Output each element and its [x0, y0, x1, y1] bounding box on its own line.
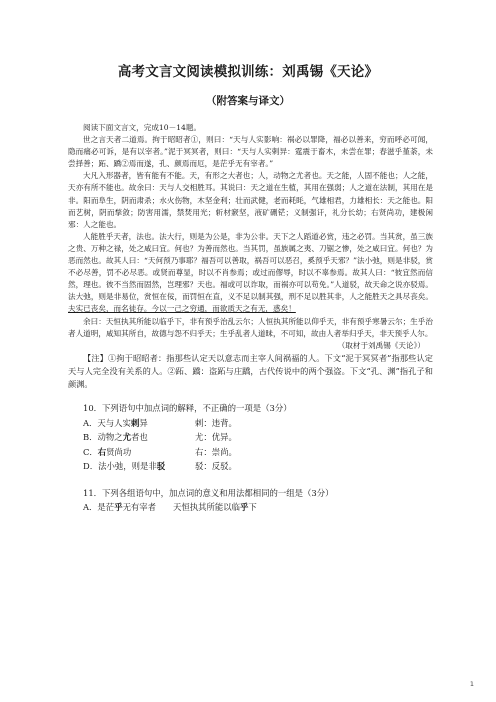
dotted-word: 驳 [156, 461, 166, 472]
option-c-text: C．右贤尚功 [83, 446, 132, 457]
dotted-word: 右 [97, 446, 107, 457]
option-a-left: A．是茫乎无有宰者 [83, 502, 157, 513]
page-title: 高考文言文阅读模拟训练：刘禹锡《天论》 [117, 64, 379, 80]
dotted-word: 乎 [240, 502, 249, 513]
document-body [68, 122, 433, 515]
question-11-option-a[interactable] [68, 500, 433, 515]
passage-paragraph-4: 余曰：天恒执其所能以临乎下，非有预乎治乱云尔；人恒执其所能以仰乎天，非有预乎寒暑云尔；生乎治者人道明，咸知其所自，故德与怨不归乎天；生乎乱者人道昧，不可知，故由人者举归乎天，非天预乎人尔。 [68, 316, 433, 338]
annotation-note: 【注】①拘于昭昭者：指那些认定天以意志而主宰人间祸福的人。下文“泥于冥冥者”指那些认定天与人完全没有关系的人。②跖、蹻：盗跖与庄蹻，古代传说中的两个强盗。下文“孔、渊”指孔子和颜渊。 [68, 352, 433, 390]
passage-paragraph-2: 大凡入形器者，皆有能有不能。天，有形之大者也；人，动物之尤者也。天之能，人固不能也；人之能，天亦有所不能也。故余曰：天与人交相胜耳。其说曰：天之道在生植，其用在强弱；人之道在法制，其用在是非。阳而阜生，阴而肃杀；水火伤物，木坚金利；壮而武健，老而耗眊，气雄相君，力雄相长：天之能也。阳而艺树，阴而揫敛；防害用濡，禁焚用光；斩材窾坚，液矿硎铓；义制强讦，礼分长幼；右贤尚功，建极闲邪：人之能也。 [68, 171, 433, 229]
option-a-text: A．天与人实剌异 [83, 417, 148, 428]
page-subtitle: （附答案与译文） [206, 95, 290, 107]
dotted-word: 尤 [122, 432, 132, 443]
question-10-option-d[interactable] [68, 459, 433, 474]
question-11-stem: 11．下列各组语句中，加点词的意义和用法都相同的一组是（3分） [83, 487, 334, 498]
option-b-text: B．动物之尤者也 [83, 432, 148, 443]
option-d-meaning: 驳：反驳。 [195, 461, 237, 472]
page-number: 1 [469, 680, 474, 688]
instructions: 阅读下面文言文，完成10－14题。 [83, 123, 202, 132]
question-10-option-c[interactable] [68, 445, 433, 460]
passage-paragraph-3 [68, 231, 433, 316]
passage-paragraph-3-text: 人能胜乎天者，法也。法大行，则是为公是，非为公非。天下之人蹈道必赏，违之必罚。当其赏，虽三族之贵、万种之禄，处之咸曰宜。何也？为善而然也。当其罚，虽族属之夷、刀锯之惨，处之咸曰宜。何也？为恶而然也。故其人曰：“天何预乃事耶？福吾可以善取，祸吾可以恶召，奚预乎天邪？”法小弛，则是非驳，赏不必尽善，罚不必尽恶。或贤而尊显，时以不肖参焉；或过而僇辱，时以不辜参焉。故其人曰：“彼宜然而信然，理也。彼不当然而固然，岂理邪？天也。福或可以诈取，而祸亦可以苟免。”人道驳，故天命之说亦驳焉。法大弛，则是非易位，赏恒在佞，而罚恒在直，义不足以制其强，刑不足以胜其非，人之能胜天之具尽丧矣。 [68, 231, 433, 302]
option-a-right: 天恒执其所能以临乎下 [173, 502, 257, 513]
option-a-meaning: 剌：违背。 [195, 417, 237, 428]
dotted-word: 剌 [130, 417, 140, 428]
question-10-stem: 10．下列语句中加点词的解释，不正确的一项是（3分） [83, 403, 292, 414]
question-10 [68, 401, 433, 474]
passage-source: （取材于刘禹锡《天论》） [337, 340, 425, 350]
option-b-meaning: 尤：优异。 [195, 432, 237, 443]
dotted-word: 乎 [114, 502, 123, 513]
option-c-meaning: 右：崇尚。 [195, 446, 237, 457]
question-11 [68, 486, 433, 515]
option-d-text: D．法小弛，则是非驳 [83, 461, 166, 472]
passage-paragraph-1: 世之言天者二道焉。拘于昭昭者①，则曰：“天与人实影响：祸必以罪降，福必以善来，穷而呼必可闻，隐而痛必可诉，是有以宰者。”泥于冥冥者，则曰：“天与人实剌异：霆震于畜木，未尝在罪；春滋乎堇荼，未尝择善；跖、蹻②焉而遂，孔、颜焉而厄，是茫乎无有宰者。” [68, 135, 433, 169]
question-10-option-b[interactable] [68, 430, 433, 445]
underlined-sentence: 夫实已丧矣，而名徒存。今以一己之穷通，而欲质天之有无，惑矣！ [68, 304, 296, 314]
question-10-option-a[interactable] [68, 416, 433, 431]
